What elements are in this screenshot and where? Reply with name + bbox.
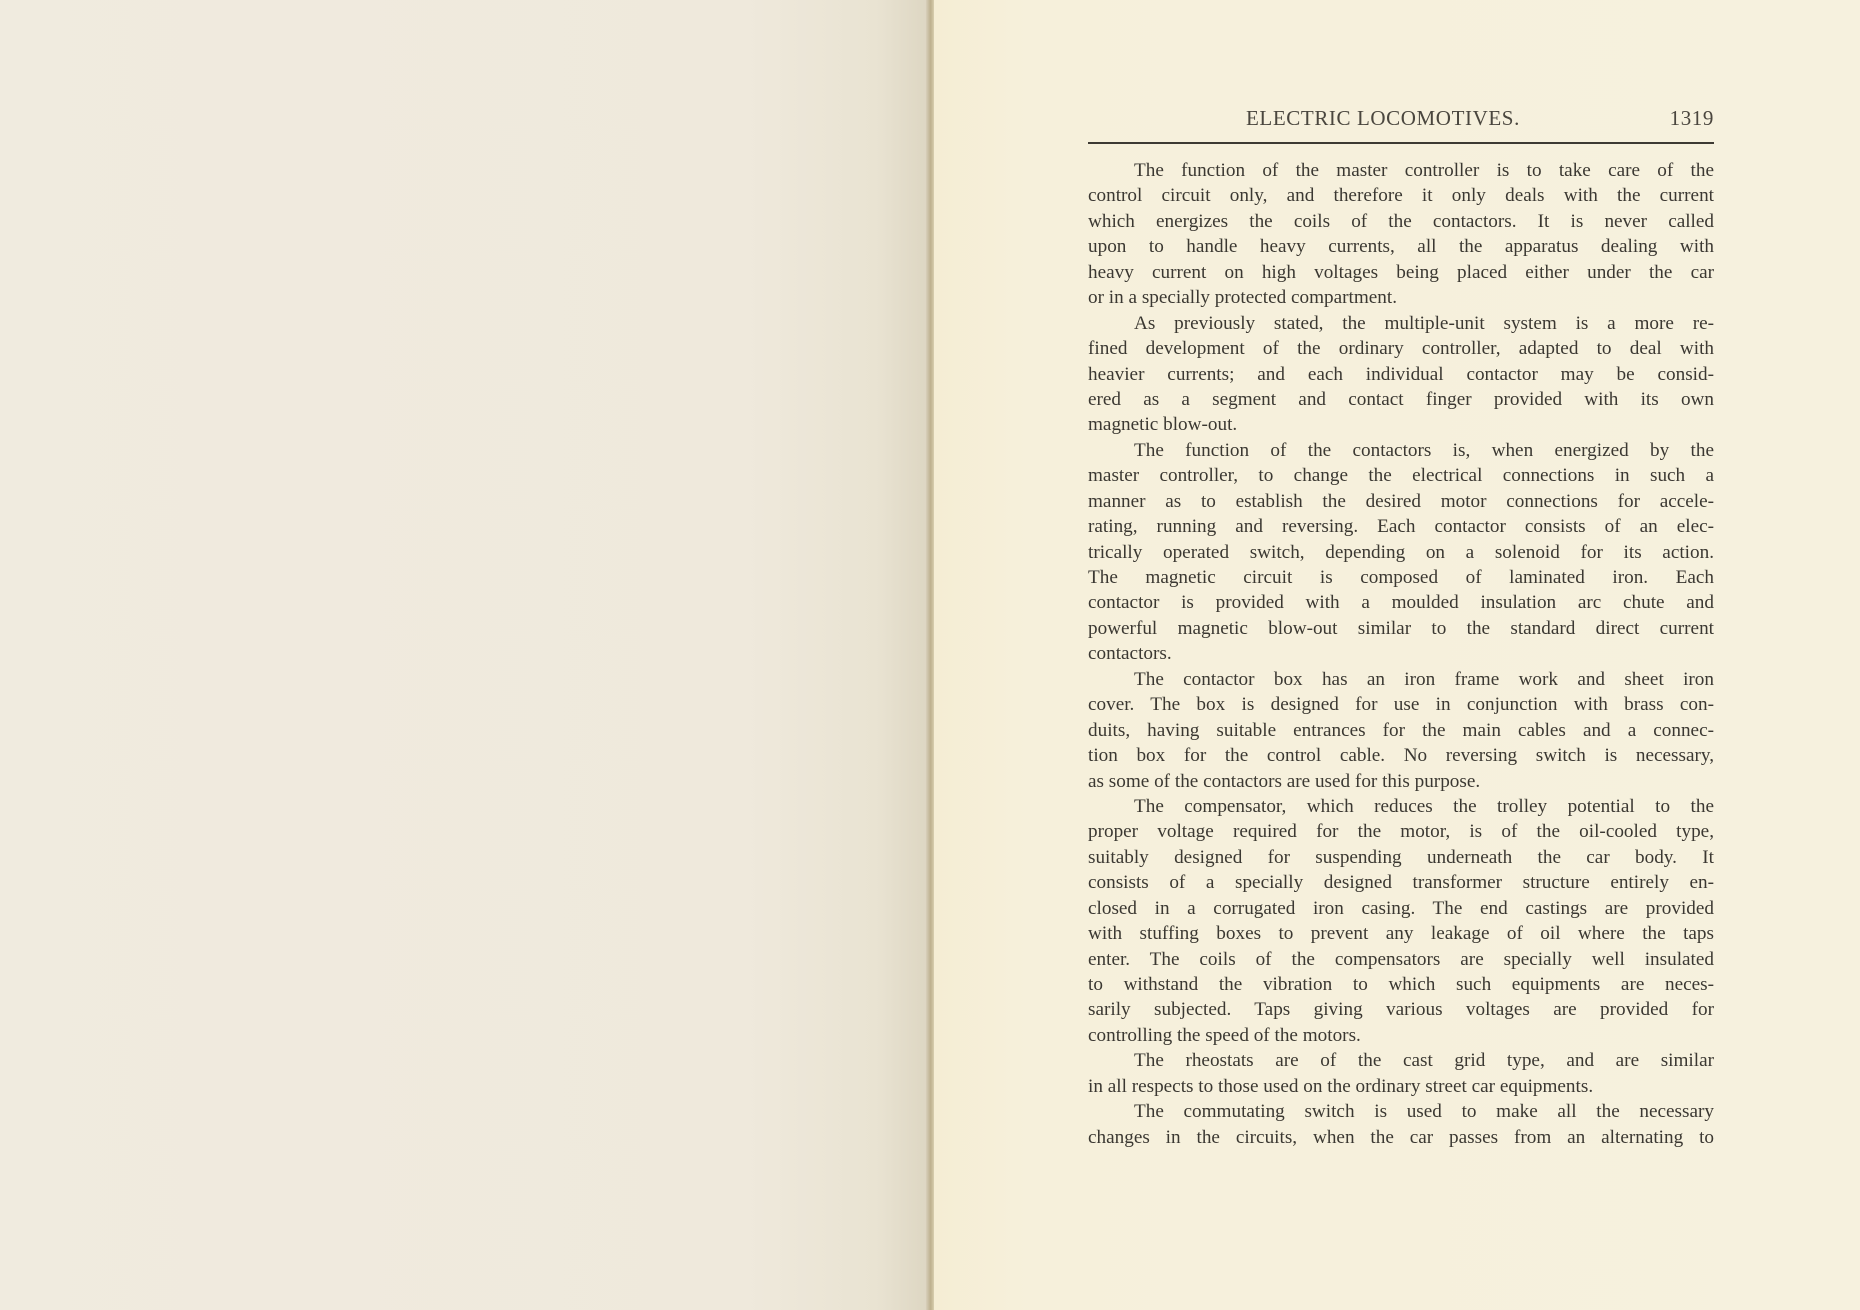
text-line: with stuffing boxes to prevent any leakage of oil where the taps [1088, 923, 1714, 945]
text-line: heavy current on high voltages being placed either under the car [1088, 261, 1714, 283]
body-text [1088, 158, 1714, 1150]
text-line: The function of the master controller is to take care of the [1134, 160, 1714, 181]
text-line: consists of a specially designed transformer structure entirely en- [1088, 872, 1714, 894]
text-line: duits, having suitable entrances for the main cables and a connec- [1088, 719, 1714, 741]
text-line: or in a specially protected compartment. [1088, 287, 1398, 309]
text-line: tion box for the control cable. No reversing switch is necessary, [1088, 745, 1714, 767]
text-line: fined development of the ordinary controller, adapted to deal with [1088, 338, 1714, 360]
text-line: trically operated switch, depending on a solenoid for its action. [1088, 541, 1714, 563]
text-line: upon to handle heavy currents, all the apparatus dealing with [1088, 236, 1714, 258]
text-line: rating, running and reversing. Each contactor consists of an elec- [1088, 516, 1714, 538]
text-line: to withstand the vibration to which such equipments are neces- [1088, 974, 1714, 995]
running-head-title: ELECTRIC LOCOMOTIVES. [1246, 106, 1520, 130]
text-line: manner as to establish the desired motor connections for accele- [1088, 490, 1714, 512]
text-line: The rheostats are of the cast grid type, and are similar [1134, 1050, 1714, 1072]
text-line: in all respects to those used on the ordinary street car equipments. [1088, 1075, 1594, 1097]
text-line: which energizes the coils of the contactors. It is never called [1088, 210, 1714, 232]
text-line: The compensator, which reduces the trolley potential to the [1134, 795, 1714, 817]
text-line: sarily subjected. Taps giving various voltages are provided for [1088, 999, 1714, 1021]
text-line: powerful magnetic blow-out similar to the standard direct current [1088, 617, 1714, 639]
text-line: magnetic blow-out. [1088, 414, 1238, 436]
running-head [1088, 106, 1714, 136]
header-rule [1088, 142, 1714, 144]
text-line: master controller, to change the electrical connections in such a [1088, 465, 1714, 487]
text-line: The magnetic circuit is composed of laminated iron. Each [1088, 567, 1714, 588]
text-line: control circuit only, and therefore it only deals with the current [1088, 185, 1714, 207]
text-line: as some of the contactors are used for this purpose. [1088, 770, 1481, 792]
text-line: suitably designed for suspending underneath the car body. It [1088, 846, 1714, 868]
text-line: The contactor box has an iron frame work and sheet iron [1134, 668, 1714, 690]
text-line: The commutating switch is used to make all the necessary [1134, 1101, 1714, 1123]
text-line: enter. The coils of the compensators are specially well insulated [1088, 948, 1714, 970]
text-line: heavier currents; and each individual contactor may be consid- [1088, 363, 1714, 385]
text-line: closed in a corrugated iron casing. The end castings are provided [1088, 897, 1714, 919]
text-line: The function of the contactors is, when energized by the [1134, 439, 1714, 461]
text-line: controlling the speed of the motors. [1088, 1024, 1361, 1046]
page-number: 1319 [1669, 106, 1714, 130]
text-line: contactors. [1088, 643, 1172, 665]
text-line: changes in the circuits, when the car passes from an alternating to [1088, 1126, 1714, 1148]
text-line: As previously stated, the multiple-unit system is a more re- [1134, 312, 1714, 334]
text-line: cover. The box is designed for use in conjunction with brass con- [1088, 694, 1714, 716]
text-line: proper voltage required for the motor, is of the oil-cooled type, [1088, 821, 1714, 843]
text-line: contactor is provided with a moulded insulation arc chute and [1088, 592, 1714, 614]
text-line: ered as a segment and contact finger provided with its own [1088, 388, 1714, 410]
